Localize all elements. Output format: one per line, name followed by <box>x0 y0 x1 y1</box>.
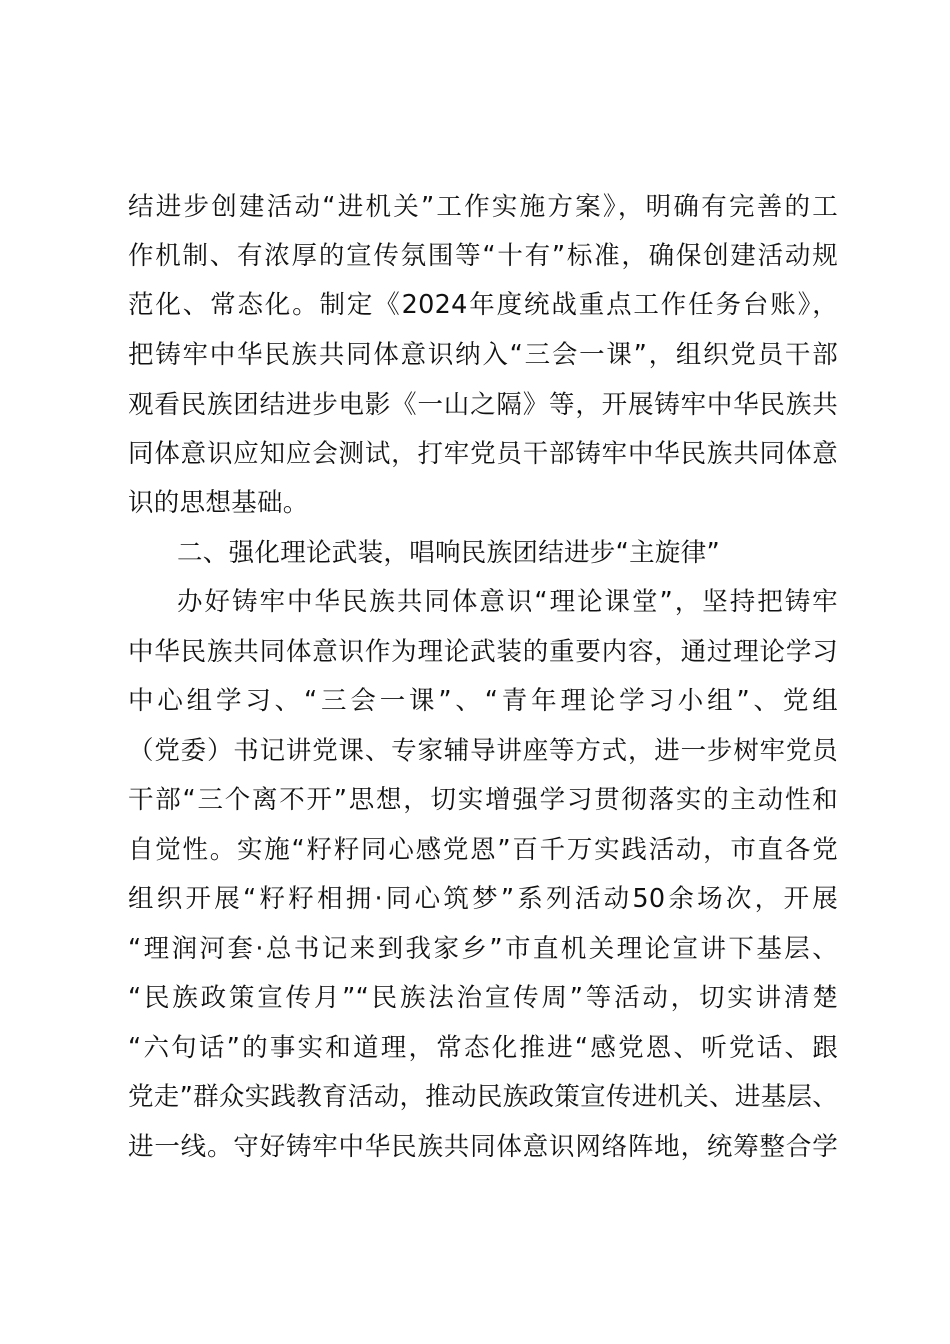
text-line: 中华民族共同体意识作为理论武装的重要内容，通过理论学习 <box>128 637 838 667</box>
text-line: “理润河套·总书记来到我家乡”市直机关理论宣讲下基层、 <box>128 934 838 964</box>
text-line: 作机制、有浓厚的宣传氛围等“十有”标准，确保创建活动规 <box>128 241 838 271</box>
text-line: 自觉性。实施“籽籽同心感党恩”百千万实践活动，市直各党 <box>128 835 838 865</box>
text-line: 结进步创建活动“进机关”工作实施方案》，明确有完善的工 <box>128 192 838 222</box>
text-line: （党委）书记讲党课、专家辅导讲座等方式，进一步树牢党员 <box>128 736 838 766</box>
text-line: 同体意识应知应会测试，打牢党员干部铸牢中华民族共同体意 <box>128 439 838 469</box>
text-line: 把铸牢中华民族共同体意识纳入“三会一课”，组织党员干部 <box>128 340 838 370</box>
text-line: 进一线。守好铸牢中华民族共同体意识网络阵地，统筹整合学 <box>128 1132 838 1162</box>
text-line: 组织开展“籽籽相拥·同心筑梦”系列活动50余场次，开展 <box>128 884 838 914</box>
text-line: “六句话”的事实和道理，常态化推进“感党恩、听党话、跟 <box>128 1033 838 1063</box>
text-line: 观看民族团结进步电影《一山之隔》等，开展铸牢中华民族共 <box>128 390 838 420</box>
section-heading: 二、强化理论武装，唱响民族团结进步“主旋律” <box>177 538 721 568</box>
text-line: 中心组学习、“三会一课”、“青年理论学习小组”、党组 <box>128 686 838 716</box>
text-line: 识的思想基础。 <box>128 488 309 518</box>
paragraph-first-line: 办好铸牢中华民族共同体意识“理论课堂”，坚持把铸牢 <box>177 587 838 617</box>
text-line: 党走”群众实践教育活动，推动民族政策宣传进机关、进基层、 <box>128 1082 838 1112</box>
text-line: “民族政策宣传月”“民族法治宣传周”等活动，切实讲清楚 <box>128 983 838 1013</box>
text-line: 范化、常态化。制定《2024年度统战重点工作任务台账》， <box>128 290 838 320</box>
text-line: 干部“三个离不开”思想，切实增强学习贯彻落实的主动性和 <box>128 785 838 815</box>
